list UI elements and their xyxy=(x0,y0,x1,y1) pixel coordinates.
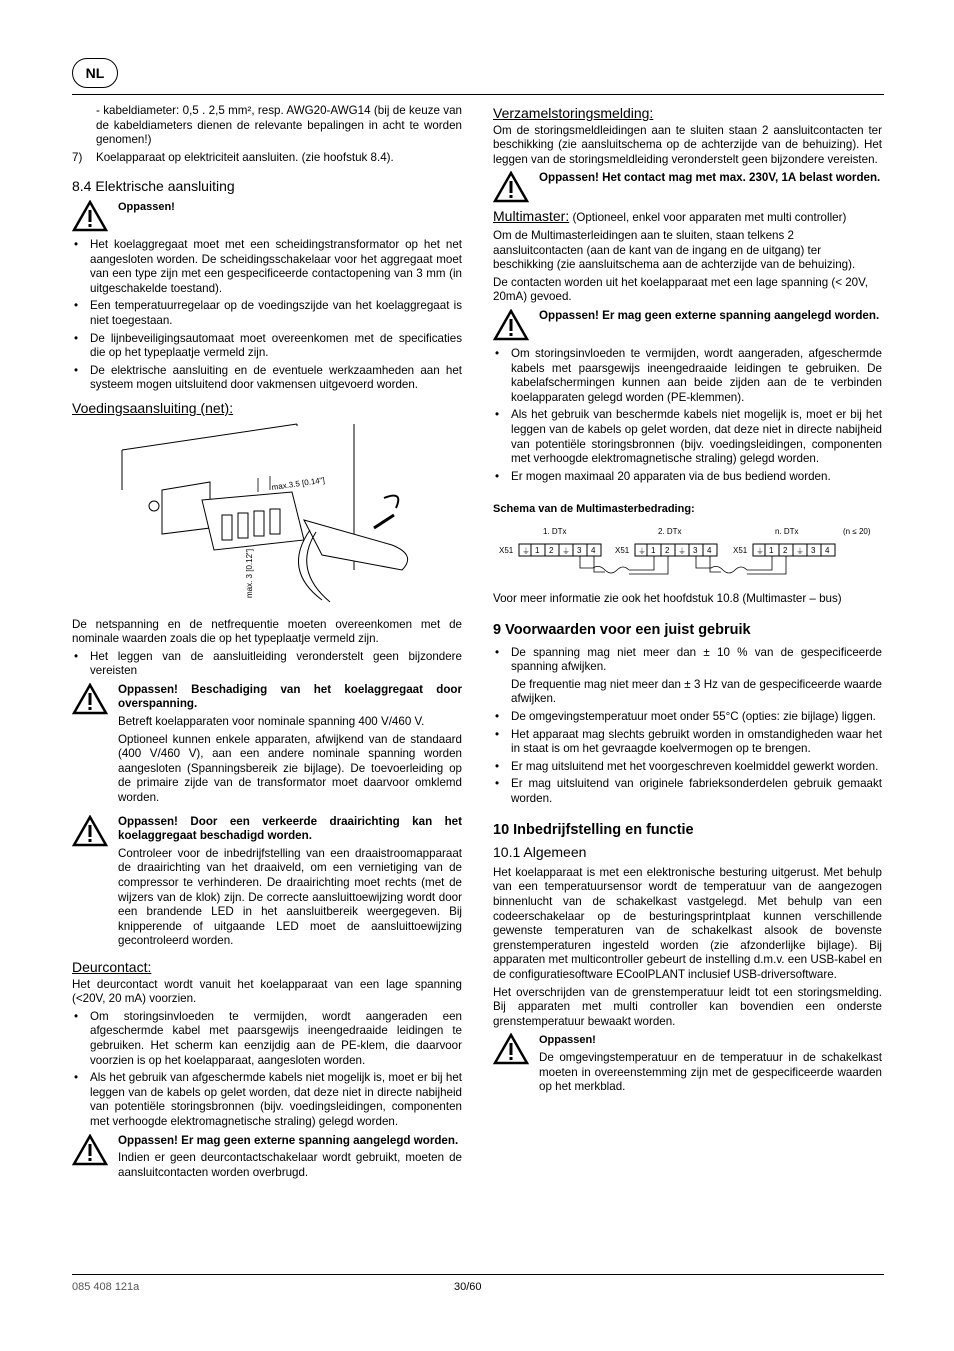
connector-label: X51 xyxy=(499,545,514,555)
warning-icon xyxy=(493,309,529,341)
device-label-2: 2. DTx xyxy=(658,526,682,536)
mains-paragraph: De netspanning en de netfrequentie moeten overeenkomen met de nominale waarden zoals die op het typeplaatje vermeld zijn. xyxy=(72,617,462,646)
svg-text:⏚: ⏚ xyxy=(756,546,764,556)
door-contact-heading: Deurcontact: xyxy=(72,958,152,975)
section-8-4-heading: 8.4 Elektrische aansluiting xyxy=(72,178,235,195)
warning-title: Oppassen! Het contact mag met max. 230V, 1A belast worden. xyxy=(539,171,881,185)
warning-block xyxy=(72,683,462,809)
pin-label: 1 xyxy=(769,545,774,555)
svg-text:⏚: ⏚ xyxy=(562,546,570,556)
footer-rule xyxy=(72,1274,884,1275)
connector-label: X51 xyxy=(615,545,630,555)
pin-label: 1 xyxy=(535,545,540,555)
warning-icon xyxy=(493,171,529,203)
warning-icon xyxy=(493,1033,529,1065)
language-badge: NL xyxy=(72,58,118,88)
warning-icon xyxy=(72,200,108,232)
document-number: 085 408 121a xyxy=(72,1281,140,1293)
multimaster-heading-line xyxy=(493,209,882,226)
section-9-heading: 9 Voorwaarden voor een juist gebruik xyxy=(493,622,751,639)
multimaster-list xyxy=(493,347,882,484)
svg-text:⏚: ⏚ xyxy=(638,546,646,556)
fault-signal-heading: Verzamelstoringsmelding: xyxy=(493,105,654,121)
warning-block xyxy=(72,1134,462,1184)
step-7-text: Koelapparaat op elektriciteit aansluiten. (zie hoofstuk 8.4). xyxy=(96,150,394,164)
warning-title: Oppassen! xyxy=(539,1034,596,1047)
wiring-schema-heading: Schema van de Multimasterbedrading: xyxy=(493,503,695,516)
warning-text: Controleer voor de inbedrijfstelling van een draaistroomapparaat de draairichting van het draaiveld, om een vernietiging van de compressor te verhinderen. De draairichting moet rechts (met de wijzers van de klok) zijn. De correcte aansluittoewijzing wordt door een brandende LED in het aansluitbereik weergegeven. Bij knipperende of uitgaande LED moet de aansluittoewijzing gecontroleerd worden. xyxy=(118,846,462,948)
list-item: • Om storingsinvloeden te vermijden, wordt aangeraden een afgeschermde kabel met paarsgewijs ineengedraaide leidingen te gebruiken. Het scherm kan eenzijdig aan de PE-klem, die daarvoor voorzien is op het koelapparaat, aangesloten worden. xyxy=(72,1010,462,1068)
warning-text: Optioneel kunnen enkele apparaten, afwijkend van de standaard (400 V/460 V), aan een andere nominale spanning worden aangesloten (Spanningsbereik zie bijlage). De toevoerleiding op de primaire zijde van de transformator moet daarvoor omklemd worden. xyxy=(118,732,462,805)
schema-info: Voor meer informatie zie ook het hoofdstuk 10.8 (Multimaster – bus) xyxy=(493,592,842,606)
list-item: • De omgevingstemperatuur moet onder 55°C (opties: zie bijlage) liggen. xyxy=(493,710,882,725)
warning-block xyxy=(493,1033,882,1097)
multimaster-paragraph: De contacten worden uit het koelapparaat met een lage spanning (< 20V, 20mA) gevoed. xyxy=(493,275,869,304)
page-number: 30/60 xyxy=(454,1281,482,1293)
list-item: • Er mag uitsluitend van originele fabrieksonderdelen gebruik gemaakt worden. xyxy=(493,777,882,806)
step-7-number: 7) xyxy=(72,150,83,164)
connector-label: X51 xyxy=(733,545,748,555)
warning-icon xyxy=(72,815,108,847)
power-connection-heading: Voedingsaansluiting (net): xyxy=(72,399,234,416)
dimension-side-label: max. 3 [0.12"] xyxy=(245,548,254,598)
multimaster-note: (Optioneel, enkel voor apparaten met multi controller) xyxy=(569,211,847,225)
svg-text:⏚: ⏚ xyxy=(678,546,686,556)
door-contact-paragraph: Het deurcontact wordt vanuit het koelapparaat van een lage spanning (<20V, 20 mA) voorzien. xyxy=(72,977,462,1006)
section-10-1-paragraph: Het koelapparaat is met een elektronische besturing uitgerust. Met behulp van een temperatuursensor wordt de temperatuur van de aangezogen binnenlucht van de schakelkast vastgelegd. Met behulp van een codeerschakelaar op de besturingsprintplaat kunnen verschillende gewenste temperaturen van de schakelkast alsook de bovenste grenstemperaturen ingesteld worden (zie afzonderlijke bijlage). Bij apparaten met multicontroller gebeurt de instelling d.m.v. een USB-kabel en de configuratiesoftware ECoolPLANT inclusief USB-driversoftware. xyxy=(493,865,882,981)
step-7 xyxy=(72,151,462,166)
pin-label: 3 xyxy=(693,545,698,555)
warning-icon xyxy=(72,1134,108,1166)
warning-text: Betreft koelapparaten voor nominale spanning 400 V/460 V. xyxy=(118,715,425,729)
section-10-1-paragraph: Het overschrijden van de grenstemperatuur leidt tot een storingsmelding. Bij apparaten met multi controller kan bovendien een onderste grenstemperatuur bewaakt worden. xyxy=(493,985,882,1028)
left-column xyxy=(72,104,462,1189)
device-count-note: (n ≤ 20) xyxy=(843,526,871,536)
pin-label: 2 xyxy=(549,545,554,555)
list-item: • Als het gebruik van beschermde kabels niet mogelijk is, moet er bij het leggen van de kabels op gelet worden, dat deze niet in directe nabijheid van potentiële storingsbronnen (bijv. voedingsleidingen, componenten met verhoogde elektromagnetische straling) gelegd worden. xyxy=(493,408,882,466)
cable-diameter-item: - kabeldiameter: 0,5 . 2,5 mm², resp. AWG20-AWG14 (bij de keuze van de kabeldiameters dienen de relevante bepalingen in acht te worden genomen!) xyxy=(96,104,462,147)
list-item: • De elektrische aansluiting en de eventuele werkzaamheden aan het systeem mogen uitsluitend door vakmensen uitgevoerd worden. xyxy=(72,364,462,393)
section-10-1-heading: 10.1 Algemeen xyxy=(493,844,587,861)
list-item: • Het koelaggregaat moet met een scheidingstransformator op het net aangesloten worden. De scheidingsschakelaar voor het aggregaat moet van een type zijn met een gespecificeerde contactopening van 3 mm (in uitgeschakelde toestand). xyxy=(72,238,462,296)
pin-label: 2 xyxy=(665,545,670,555)
right-column xyxy=(493,104,882,1104)
pin-label: 3 xyxy=(811,545,816,555)
warning-block xyxy=(493,309,882,341)
list-item: • Het apparaat mag slechts gebruikt worden in omstandigheden waar het in staat is om het gevraagde koelvermogen op te brengen. xyxy=(493,728,882,757)
warning-title: Oppassen! Beschadiging van het koelaggregaat door overspanning. xyxy=(118,682,462,711)
warning-block xyxy=(72,200,462,232)
warning-block xyxy=(493,171,882,203)
section-8-4-list xyxy=(72,238,462,393)
list-item-subtext: De frequentie mag niet meer dan ± 3 Hz van de gespecificeerde waarde afwijken. xyxy=(511,677,882,706)
svg-text:⏚: ⏚ xyxy=(796,546,804,556)
list-item: • Er mogen maximaal 20 apparaten via de bus bediend worden. xyxy=(493,470,882,485)
warning-title: Oppassen! Er mag geen externe spanning aangelegd worden. xyxy=(118,1133,459,1147)
pin-label: 3 xyxy=(577,545,582,555)
warning-icon xyxy=(72,683,108,715)
warning-title: Oppassen! Er mag geen externe spanning aangelegd worden. xyxy=(539,308,880,322)
pin-label: 4 xyxy=(591,545,596,555)
dimension-top-label: max.3.5 [0.14"] xyxy=(271,475,326,492)
warning-text: De omgevingstemperatuur en de temperatuur in de schakelkast moeten in overeenstemming zijn met de gespecificeerde waarden op het merkblad. xyxy=(539,1050,882,1094)
wiring-schema xyxy=(493,524,882,584)
list-item xyxy=(493,646,882,707)
list-item: • Er mag uitsluitend met het voorgeschreven koelmiddel gewerkt worden. xyxy=(493,760,882,775)
list-item: • Als het gebruik van afgeschermde kabels niet mogelijk is, moet er bij het leggen van de kabels op gelet worden, dat deze niet in directe nabijheid van potentiële storingsbronnen (bijv. voedingsleidingen, componenten met verhoogde elektromagnetische straling) gelegd worden. xyxy=(72,1071,462,1129)
list-item: • Om storingsinvloeden te vermijden, wordt aangeraden, afgeschermde kabels met paarsgewijs ineengedraaide leidingen te gebruiken. De kabelafschermingen kunnen aan beide zijden aan de te verbinden koelapparaten gelegd worden (PE-klemmen). xyxy=(493,347,882,405)
warning-title: Oppassen! xyxy=(118,200,175,213)
header-rule xyxy=(72,94,884,95)
list-item: • Het leggen van de aansluitleiding veronderstelt geen bijzondere vereisten xyxy=(72,650,462,679)
pin-label: 2 xyxy=(783,545,788,555)
list-item: • Een temperatuurregelaar op de voedingszijde van het koelaggregaat is niet toegestaan. xyxy=(72,299,462,328)
list-item: • De lijnbeveiligingsautomaat moet overeenkomen met de specificaties die op het typeplaatje vermeld zijn. xyxy=(72,332,462,361)
pin-label: 4 xyxy=(825,545,830,555)
warning-title: Oppassen! Door een verkeerde draairichting kan het koelaggregaat beschadigd worden. xyxy=(118,814,462,843)
pin-label: 4 xyxy=(707,545,712,555)
multimaster-heading: Multimaster: xyxy=(493,208,570,225)
list-item-text: De spanning mag niet meer dan ± 10 % van de gespecificeerde spanning afwijken. xyxy=(511,645,882,674)
multimaster-paragraph: Om de Multimasterleidingen aan te sluiten, staan telkens 2 aansluitcontacten (aan de kant van de ingang en de uitgang) ter beschikking (zie aansluitschema aan de achterzijde van de behuizing). xyxy=(493,228,856,272)
device-label-n: n. DTx xyxy=(775,526,799,536)
terminal-figure xyxy=(72,420,462,610)
section-9-list xyxy=(493,646,882,807)
pin-label: 1 xyxy=(651,545,656,555)
terminal-illustration xyxy=(72,420,462,610)
warning-block xyxy=(72,815,462,952)
fault-signal-paragraph: Om de storingsmeldleidingen aan te sluiten staan 2 aansluitcontacten ter beschikking (zie aansluitschema op de achterzijde van de behuizing). Het leggen van de storingsmeldleiding veronderstelt geen bijzondere vereisten. xyxy=(493,123,882,166)
device-label-1: 1. DTx xyxy=(543,526,567,536)
warning-text: Indien er geen deurcontactschakelaar wordt gebruikt, moeten de aansluitcontacten worden overbrugd. xyxy=(118,1151,462,1179)
door-contact-list xyxy=(72,1010,462,1130)
section-10-heading: 10 Inbedrijfstelling en functie xyxy=(493,821,694,838)
svg-text:⏚: ⏚ xyxy=(522,546,530,556)
